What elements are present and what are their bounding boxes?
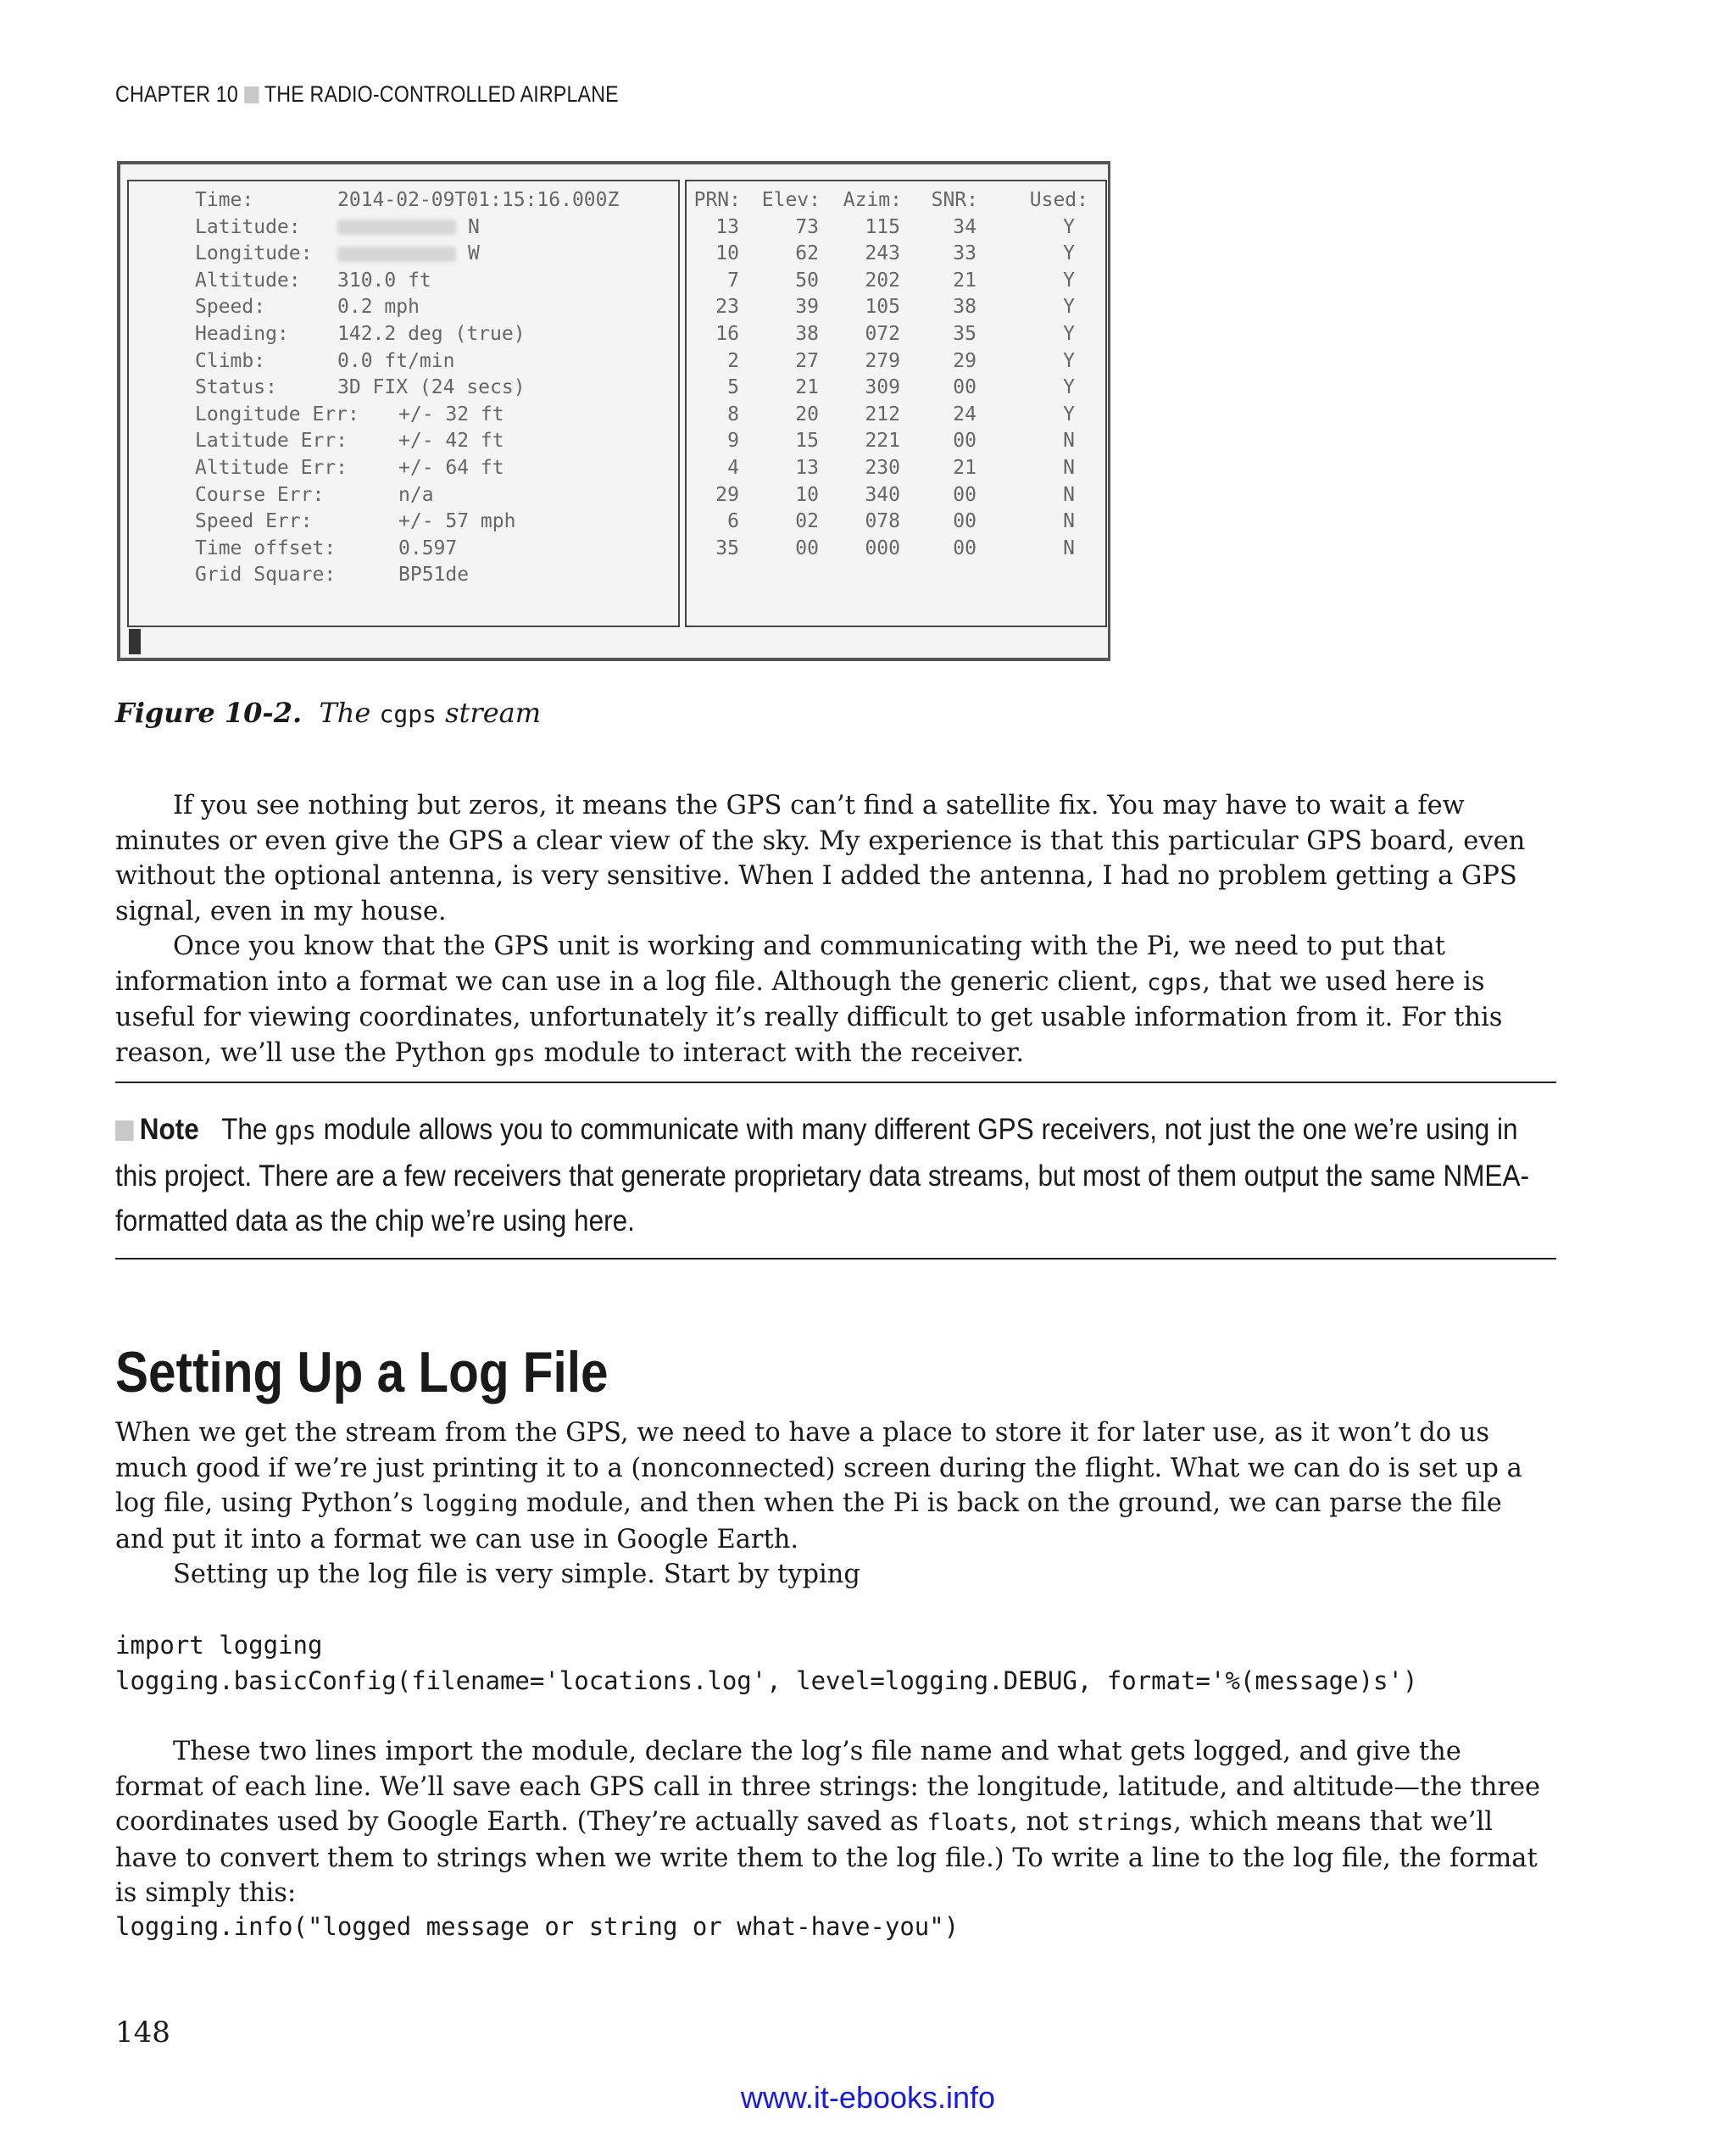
satellite-cell: 27 bbox=[795, 349, 819, 372]
gps-field-value: +/- 64 ft bbox=[398, 457, 504, 479]
satellite-cell: 00 bbox=[953, 430, 976, 453]
satellite-cell: 105 bbox=[865, 296, 900, 319]
satellite-cell: 00 bbox=[953, 376, 976, 399]
gps-field-label: Longitude Err: bbox=[195, 403, 359, 425]
gps-field-value: BP51de bbox=[398, 564, 470, 587]
code-line: logging.basicConfig(filename='locations.log', level=logging.DEBUG, format='%(message)s') bbox=[115, 1666, 1418, 1695]
satellite-cell: 2 bbox=[727, 349, 739, 372]
satellite-cell: 62 bbox=[795, 242, 819, 265]
gps-field-row bbox=[129, 561, 678, 588]
satellite-column-header: SNR: bbox=[931, 189, 978, 211]
inline-code: strings bbox=[1077, 1810, 1174, 1836]
satellite-column-header: Elev: bbox=[761, 189, 821, 211]
satellite-cell: 33 bbox=[953, 242, 976, 265]
note-bottom-rule bbox=[115, 1258, 1556, 1260]
gps-field-label: Altitude: bbox=[195, 269, 301, 292]
gps-field-row bbox=[129, 401, 678, 428]
satellite-row bbox=[687, 481, 1105, 509]
gps-field-label: Speed: bbox=[195, 296, 266, 319]
terminal-cursor bbox=[129, 629, 141, 654]
gps-fields-panel bbox=[127, 180, 680, 627]
caption-code: cgps bbox=[379, 700, 437, 728]
paragraph: If you see nothing but zeros, it means the GPS can’t find a satellite fix. You may have to wait a few minutes or even give the GPS a clear view of the sky. My experience is that this particular GPS board, even without the optional antenna, is very sensitive. When I added the antenna, I had no problem getting a GPS signal, even in my house. bbox=[115, 791, 1526, 926]
gps-field-label: Time: bbox=[195, 189, 254, 211]
gps-field-value: +/- 32 ft bbox=[398, 403, 504, 425]
gps-field-label: Time offset: bbox=[195, 537, 337, 559]
gps-field-row bbox=[129, 427, 678, 454]
gps-field-label: Longitude: bbox=[195, 242, 313, 265]
satellite-row bbox=[687, 454, 1105, 481]
satellite-row bbox=[687, 401, 1105, 428]
redacted-value bbox=[337, 220, 456, 235]
satellite-cell: 21 bbox=[795, 376, 819, 399]
satellite-cell: 072 bbox=[865, 323, 900, 345]
satellite-cell: 38 bbox=[953, 296, 976, 319]
gps-field-value: 3D FIX (24 secs) bbox=[337, 376, 526, 399]
paragraph: These two lines import the module, declare the log’s file name and what gets logged, and give the format of each line. We’ll save each GPS call in three strings: the longitude, latitude, and altitude—the three coordinates used by Google Earth. (They’re actually saved as floats, not strings, which means that we’ll have to convert them to strings when we write them to the log file.) To write a line to the log file, the format is simply this: bbox=[115, 1737, 1541, 1908]
satellite-cell: 5 bbox=[727, 376, 739, 399]
satellite-cell: Y bbox=[1063, 376, 1075, 399]
gps-field-value: 310.0 ft bbox=[337, 269, 431, 292]
gps-field-label: Climb: bbox=[195, 349, 266, 372]
gps-field-value: +/- 57 mph bbox=[398, 510, 516, 533]
inline-code: floats bbox=[926, 1810, 1010, 1836]
gps-field-value: 0.0 ft/min bbox=[337, 349, 455, 372]
gps-field-label: Speed Err: bbox=[195, 510, 313, 533]
satellite-cell: 35 bbox=[953, 323, 976, 345]
code-block-1 bbox=[115, 1627, 1417, 1699]
satellite-cell: Y bbox=[1063, 215, 1075, 238]
gps-field-label: Heading: bbox=[195, 323, 289, 345]
satellite-row bbox=[687, 293, 1105, 320]
square-bullet-icon bbox=[244, 86, 259, 103]
satellite-cell: 340 bbox=[865, 483, 900, 506]
satellite-cell: Y bbox=[1063, 296, 1075, 319]
satellite-cell: 243 bbox=[865, 242, 900, 265]
satellite-row bbox=[687, 508, 1105, 535]
satellite-cell: 34 bbox=[953, 215, 976, 238]
gps-field-value: N bbox=[337, 214, 480, 241]
satellite-cell: 10 bbox=[795, 483, 819, 506]
gps-field-value: 0.2 mph bbox=[337, 296, 420, 319]
satellite-cell: N bbox=[1063, 430, 1075, 453]
inline-code: gps bbox=[493, 1040, 536, 1067]
satellite-cell: N bbox=[1063, 483, 1075, 506]
satellite-cell: 078 bbox=[865, 510, 900, 533]
satellite-cell: N bbox=[1063, 510, 1075, 533]
satellite-cell: 00 bbox=[953, 537, 976, 559]
code-block-2: logging.info("logged message or string or what-have-you") bbox=[115, 1912, 960, 1941]
satellite-cell: 38 bbox=[795, 323, 819, 345]
satellite-cell: Y bbox=[1063, 269, 1075, 292]
redacted-value bbox=[337, 247, 456, 262]
satellite-cell: Y bbox=[1063, 323, 1075, 345]
satellite-cell: 20 bbox=[795, 403, 819, 425]
satellite-cell: 230 bbox=[865, 457, 900, 479]
figure-label: Figure 10-2. bbox=[115, 697, 303, 729]
body-paragraphs-1 bbox=[115, 788, 1556, 1071]
satellite-row bbox=[687, 427, 1105, 454]
gps-field-row bbox=[129, 508, 678, 535]
square-bullet-icon bbox=[115, 1121, 134, 1141]
gps-field-label: Altitude Err: bbox=[195, 457, 348, 479]
satellite-row bbox=[687, 348, 1105, 375]
satellite-cell: 23 bbox=[715, 296, 739, 319]
running-head bbox=[115, 81, 619, 108]
satellite-column-header: Used: bbox=[1029, 189, 1088, 211]
satellite-cell: 9 bbox=[727, 430, 739, 453]
gps-field-row bbox=[129, 374, 678, 401]
satellite-cell: 221 bbox=[865, 430, 900, 453]
paragraph: Setting up the log file is very simple. Start by typing bbox=[173, 1560, 860, 1589]
satellite-cell: Y bbox=[1063, 242, 1075, 265]
note-box: Note The gps module allows you to communicate with many different GPS receivers, not just the one we’re using in this project. There are a few receivers that generate proprietary data streams, but most of them output the same NMEA-formatted data as the chip we’re using here. bbox=[115, 1113, 1529, 1237]
satellite-cell: 212 bbox=[865, 403, 900, 425]
satellite-cell: 50 bbox=[795, 269, 819, 292]
satellite-cell: 00 bbox=[795, 537, 819, 559]
gps-field-row bbox=[129, 535, 678, 562]
inline-code: gps bbox=[275, 1116, 316, 1146]
inline-code: cgps bbox=[1147, 969, 1203, 996]
satellite-cell: 000 bbox=[865, 537, 900, 559]
satellite-cell: 7 bbox=[727, 269, 739, 292]
gps-field-value: W bbox=[337, 240, 480, 267]
satellite-cell: 39 bbox=[795, 296, 819, 319]
satellite-cell: 21 bbox=[953, 457, 976, 479]
satellite-cell: 4 bbox=[727, 457, 739, 479]
satellite-cell: 29 bbox=[715, 483, 739, 506]
gps-field-row bbox=[129, 320, 678, 348]
gps-field-row bbox=[129, 348, 678, 375]
cgps-terminal-screenshot bbox=[117, 161, 1110, 661]
satellite-cell: 29 bbox=[953, 349, 976, 372]
gps-field-value: 0.597 bbox=[398, 537, 458, 559]
gps-field-label: Status: bbox=[195, 376, 277, 399]
satellite-cell: 202 bbox=[865, 269, 900, 292]
gps-field-label: Grid Square: bbox=[195, 564, 337, 587]
satellite-cell: 24 bbox=[953, 403, 976, 425]
caption-text: The bbox=[319, 697, 380, 729]
satellite-cell: 10 bbox=[715, 242, 739, 265]
footer-link[interactable]: www.it-ebooks.info bbox=[740, 2080, 996, 2115]
satellite-cell: 21 bbox=[953, 269, 976, 292]
gps-field-label: Latitude: bbox=[195, 215, 301, 238]
satellite-cell: 15 bbox=[795, 430, 819, 453]
gps-field-label: Latitude Err: bbox=[195, 430, 348, 453]
satellite-column-header: Azim: bbox=[843, 189, 902, 211]
satellite-cell: 6 bbox=[727, 510, 739, 533]
note-top-rule bbox=[115, 1082, 1556, 1083]
gps-field-row bbox=[129, 454, 678, 481]
body-paragraphs-3 bbox=[115, 1734, 1556, 1911]
gps-field-row bbox=[129, 240, 678, 267]
note-label: Note bbox=[139, 1113, 199, 1146]
code-line: import logging bbox=[115, 1631, 323, 1660]
gps-field-value: 142.2 deg (true) bbox=[337, 323, 526, 345]
satellite-cell: 13 bbox=[795, 457, 819, 479]
gps-field-label: Course Err: bbox=[195, 483, 325, 506]
satellite-cell: 115 bbox=[865, 215, 900, 238]
caption-text-end: stream bbox=[436, 697, 542, 729]
page-number: 148 bbox=[115, 2016, 170, 2049]
gps-field-row bbox=[129, 186, 678, 214]
section-heading: Setting Up a Log File bbox=[115, 1340, 609, 1404]
satellite-cell: Y bbox=[1063, 349, 1075, 372]
satellite-cell: 02 bbox=[795, 510, 819, 533]
gps-field-row bbox=[129, 214, 678, 241]
chapter-title: THE RADIO-CONTROLLED AIRPLANE bbox=[264, 81, 619, 107]
gps-field-value: 2014-02-09T01:15:16.000Z bbox=[337, 189, 620, 211]
satellite-row bbox=[687, 374, 1105, 401]
satellite-column-header: PRN: bbox=[693, 189, 741, 211]
paragraph: When we get the stream from the GPS, we need to have a place to store it for later use, as it won’t do us much good if we’re just printing it to a (nonconnected) screen during the flight. What we can do is set up a log file, using Python’s logging module, and then when the Pi is back on the ground, we can parse the file and put it into a format we can use in Google Earth. bbox=[115, 1418, 1522, 1554]
satellite-cell: 73 bbox=[795, 215, 819, 238]
satellite-cell: Y bbox=[1063, 403, 1075, 425]
chapter-number: CHAPTER 10 bbox=[115, 81, 238, 107]
satellite-cell: N bbox=[1063, 537, 1075, 559]
satellite-panel bbox=[685, 180, 1107, 627]
inline-code: logging bbox=[421, 1491, 519, 1517]
gps-field-value: n/a bbox=[398, 483, 434, 506]
satellite-cell: 8 bbox=[727, 403, 739, 425]
satellite-cell: 00 bbox=[953, 483, 976, 506]
satellite-cell: N bbox=[1063, 457, 1075, 479]
satellite-cell: 35 bbox=[715, 537, 739, 559]
satellite-header-row bbox=[687, 186, 1105, 214]
satellite-cell: 279 bbox=[865, 349, 900, 372]
body-paragraphs-2 bbox=[115, 1415, 1556, 1593]
gps-field-row bbox=[129, 481, 678, 509]
gps-field-value: +/- 42 ft bbox=[398, 430, 504, 453]
satellite-row bbox=[687, 240, 1105, 267]
satellite-cell: 309 bbox=[865, 376, 900, 399]
satellite-row bbox=[687, 214, 1105, 241]
satellite-row bbox=[687, 267, 1105, 294]
satellite-row bbox=[687, 535, 1105, 562]
gps-field-row bbox=[129, 293, 678, 320]
satellite-cell: 16 bbox=[715, 323, 739, 345]
paragraph: Once you know that the GPS unit is working and communicating with the Pi, we need to put that information into a format we can use in a log file. Although the generic client, cgps, that we used here is useful for viewing coordinates, unfortunately it’s really difficult to get usable information from it. For this reason, we’ll use the Python gps module to interact with the receiver. bbox=[115, 931, 1503, 1068]
gps-field-row bbox=[129, 267, 678, 294]
figure-caption bbox=[115, 697, 541, 729]
satellite-cell: 13 bbox=[715, 215, 739, 238]
satellite-cell: 00 bbox=[953, 510, 976, 533]
satellite-row bbox=[687, 320, 1105, 348]
